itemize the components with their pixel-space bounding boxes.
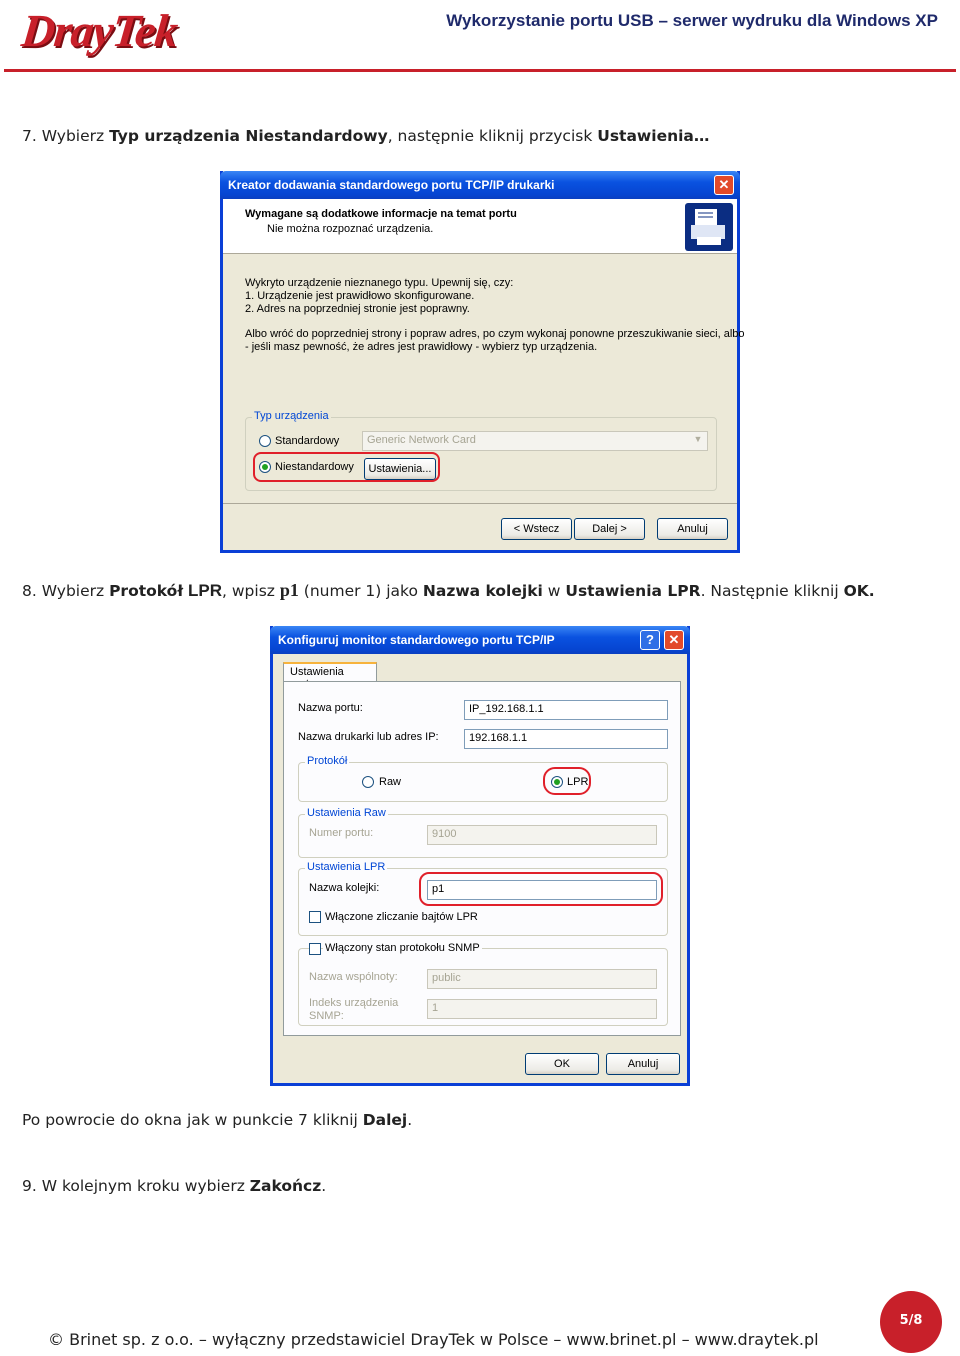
tab-port-settings[interactable] xyxy=(283,662,377,682)
lpr-settings-group xyxy=(298,861,668,936)
footer-text: © Brinet sp. z o.o. – wyłączny przedstawiciel DrayTek w Polsce – www.brinet.pl – www.draytek.pl xyxy=(48,1330,819,1349)
step-7-instruction: 7. Wybierz Typ urządzenia Niestandardowy, następnie kliknij przycisk Ustawienia… xyxy=(22,127,710,145)
help-button[interactable]: ? xyxy=(640,630,660,650)
close-button[interactable]: ✕ xyxy=(664,630,684,650)
device-type-group-label: Typ urządzenia xyxy=(254,410,329,422)
queue-name-label: Nazwa kolejki: xyxy=(309,882,380,894)
config-title: Konfiguruj monitor standardowego portu TCP/IP xyxy=(278,633,555,647)
cancel-button[interactable]: Anuluj xyxy=(606,1053,680,1075)
highlight-ring xyxy=(543,767,591,795)
wizard-subheading: Nie można rozpoznać urządzenia. xyxy=(267,223,434,235)
standard-label: Standardowy xyxy=(275,435,340,447)
raw-settings-label: Ustawienia Raw xyxy=(307,807,386,819)
raw-settings-group xyxy=(298,807,668,858)
snmp-label: Włączony stan protokołu SNMP xyxy=(325,942,480,954)
raw-radio[interactable] xyxy=(362,776,374,788)
community-field[interactable]: public xyxy=(427,969,657,989)
lpr-settings-label: Ustawienia LPR xyxy=(307,861,386,873)
printer-icon xyxy=(685,203,733,251)
device-type-group xyxy=(245,410,717,491)
header-divider xyxy=(4,69,956,72)
wizard-heading: Wymagane są dodatkowe informacje na temat portu xyxy=(245,208,517,220)
cancel-button[interactable]: Anuluj xyxy=(657,518,728,540)
wizard-body-line-3: 2. Adres na poprzedniej stronie jest poprawny. xyxy=(245,303,470,315)
wizard-title-bar xyxy=(220,171,740,199)
return-instruction: Po powrocie do okna jak w punkcie 7 kliknij Dalej. xyxy=(22,1111,413,1129)
wizard-window xyxy=(220,171,745,553)
standard-device-select[interactable] xyxy=(362,431,708,451)
tab-panel xyxy=(283,681,681,1036)
header-title: Wykorzystanie portu USB – serwer wydruku dla Windows XP xyxy=(446,11,938,30)
settings-button[interactable]: Ustawienia... xyxy=(364,458,436,480)
lpr-label: LPR xyxy=(567,776,589,788)
wizard-body-line-1: Wykryto urządzenie nieznanego typu. Upewnij się, czy: xyxy=(245,277,514,289)
byte-count-label: Włączone zliczanie bajtów LPR xyxy=(325,911,478,923)
config-title-bar xyxy=(270,626,690,654)
page-number-badge: 5/8 xyxy=(880,1291,942,1353)
snmp-index-label-line-2: SNMP: xyxy=(309,1010,344,1022)
wizard-body2-line-1: Albo wróć do poprzedniej strony i popraw adres, po czym wykonaj ponowne przeszukiwanie sieci, albo xyxy=(245,328,745,340)
snmp-group xyxy=(298,942,668,1026)
close-button[interactable]: ✕ xyxy=(714,175,734,195)
highlight-ring xyxy=(419,872,663,906)
byte-count-checkbox[interactable] xyxy=(309,911,321,923)
raw-label: Raw xyxy=(379,776,402,788)
wizard-body-line-2: 1. Urządzenie jest prawidłowo skonfigurowane. xyxy=(245,290,475,302)
tab-label: Ustawienia xyxy=(290,666,344,678)
back-button[interactable]: < Wstecz xyxy=(501,518,572,540)
draytek-logo: DrayTek xyxy=(19,5,180,56)
wizard-divider xyxy=(223,503,737,504)
standard-radio[interactable] xyxy=(259,435,271,447)
ok-button[interactable]: OK xyxy=(525,1053,599,1075)
port-name-label: Nazwa portu: xyxy=(298,702,363,714)
wizard-body2-line-2: - jeśli masz pewność, że adres jest prawidłowy - wybierz typ urządzenia. xyxy=(245,341,598,353)
printer-address-field[interactable]: 192.168.1.1 xyxy=(464,729,668,749)
wizard-title: Kreator dodawania standardowego portu TCP/IP drukarki xyxy=(228,178,555,192)
step-8-instruction: 8. Wybierz Protokół LPR, wpisz p1 (numer 1) jako Nazwa kolejki w Ustawienia LPR. Następnie kliknij OK. xyxy=(22,580,875,600)
wizard-header-panel xyxy=(223,199,737,254)
snmp-index-field[interactable]: 1 xyxy=(427,999,657,1019)
port-number-label: Numer portu: xyxy=(309,827,374,839)
protocol-group xyxy=(298,755,668,802)
port-number-field[interactable]: 9100 xyxy=(427,825,657,845)
config-window xyxy=(270,626,690,1086)
queue-name-field[interactable]: p1 xyxy=(427,880,657,900)
snmp-checkbox[interactable] xyxy=(309,943,321,955)
chevron-down-icon: ▼ xyxy=(693,434,703,444)
snmp-index-label-line-1: Indeks urządzenia xyxy=(309,997,399,1009)
next-button[interactable]: Dalej > xyxy=(574,518,645,540)
step-9-instruction: 9. W kolejnym kroku wybierz Zakończ. xyxy=(22,1177,327,1195)
custom-label: Niestandardowy xyxy=(275,461,354,473)
standard-device-value: Generic Network Card xyxy=(367,434,476,446)
highlight-ring xyxy=(253,452,440,482)
port-name-field[interactable]: IP_192.168.1.1 xyxy=(464,700,668,720)
printer-name-label: Nazwa drukarki lub adres IP: xyxy=(298,731,439,743)
protocol-group-label: Protokół xyxy=(307,755,348,767)
community-label: Nazwa wspólnoty: xyxy=(309,971,398,983)
